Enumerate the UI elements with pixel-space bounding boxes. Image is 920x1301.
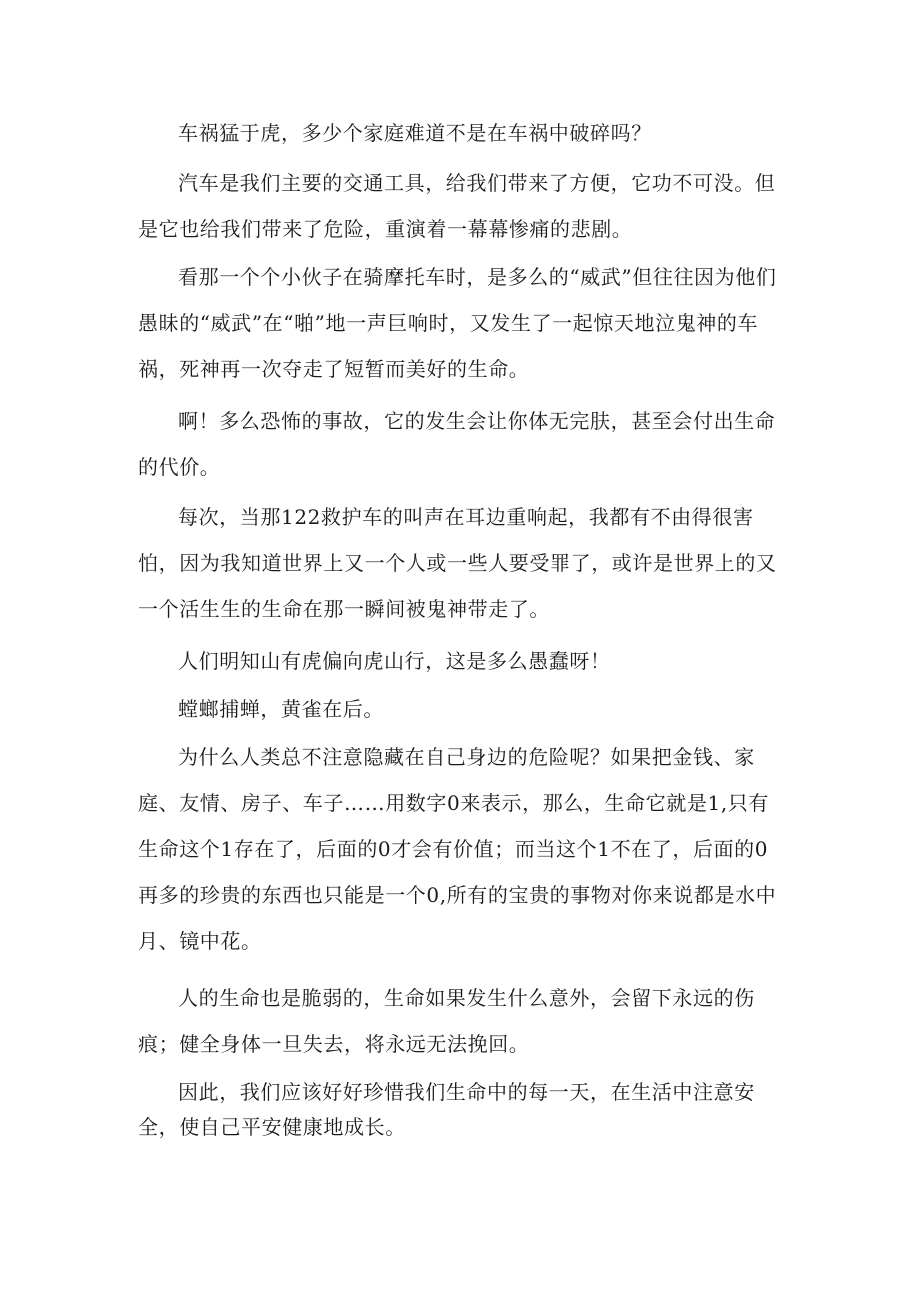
paragraph-8: 为什么人类总不注意隐藏在自己身边的危险呢？如果把金钱、家庭、友情、房子、车子……用数字0来表示，那么，生命它就是1,只有生命这个1存在了，后面的0才会有价值；而当这个1不在了，后面的0再多的珍贵的东西也只能是一个0,所有的宝贵的事物对你来说都是水中月、镜中花。 [138, 745, 777, 953]
paragraph-4: 啊！多么恐怖的事故，它的发生会让你体无完肤，甚至会付出生命的代价。 [138, 409, 776, 479]
paragraph-9: 人的生命也是脆弱的，生命如果发生什么意外，会留下永远的伤痕；健全身体一旦失去，将永远无法挽回。 [138, 986, 755, 1056]
paragraph-10: 因此，我们应该好好珍惜我们生命中的每一天，在生活中注意安全，使自己平安健康地成长。 [138, 1080, 755, 1139]
paragraph-1: 车祸猛于虎，多少个家庭难道不是在车祸中破碎吗？ [178, 121, 652, 145]
paragraph-7: 螳螂捕蝉，黄雀在后。 [178, 697, 384, 721]
paragraph-6: 人们明知山有虎偏向虎山行，这是多么愚蠢呀！ [178, 649, 611, 673]
paragraph-3: 看那一个个小伙子在骑摩托车时，是多么的“威武”但往往因为他们愚昧的“威武”在“啪”地一声巨响时，又发生了一起惊天地泣鬼神的车祸，死神再一次夺走了短暂而美好的生命。 [138, 265, 777, 381]
paragraph-5: 每次，当那122救护车的叫声在耳边重响起，我都有不由得很害怕，因为我知道世界上又一个人或一些人要受罪了，或许是世界上的又一个活生生的生命在那一瞬间被鬼神带走了。 [138, 505, 777, 621]
paragraph-2: 汽车是我们主要的交通工具，给我们带来了方便，它功不可没。但是它也给我们带来了危险，重演着一幕幕惨痛的悲剧。 [138, 171, 776, 241]
